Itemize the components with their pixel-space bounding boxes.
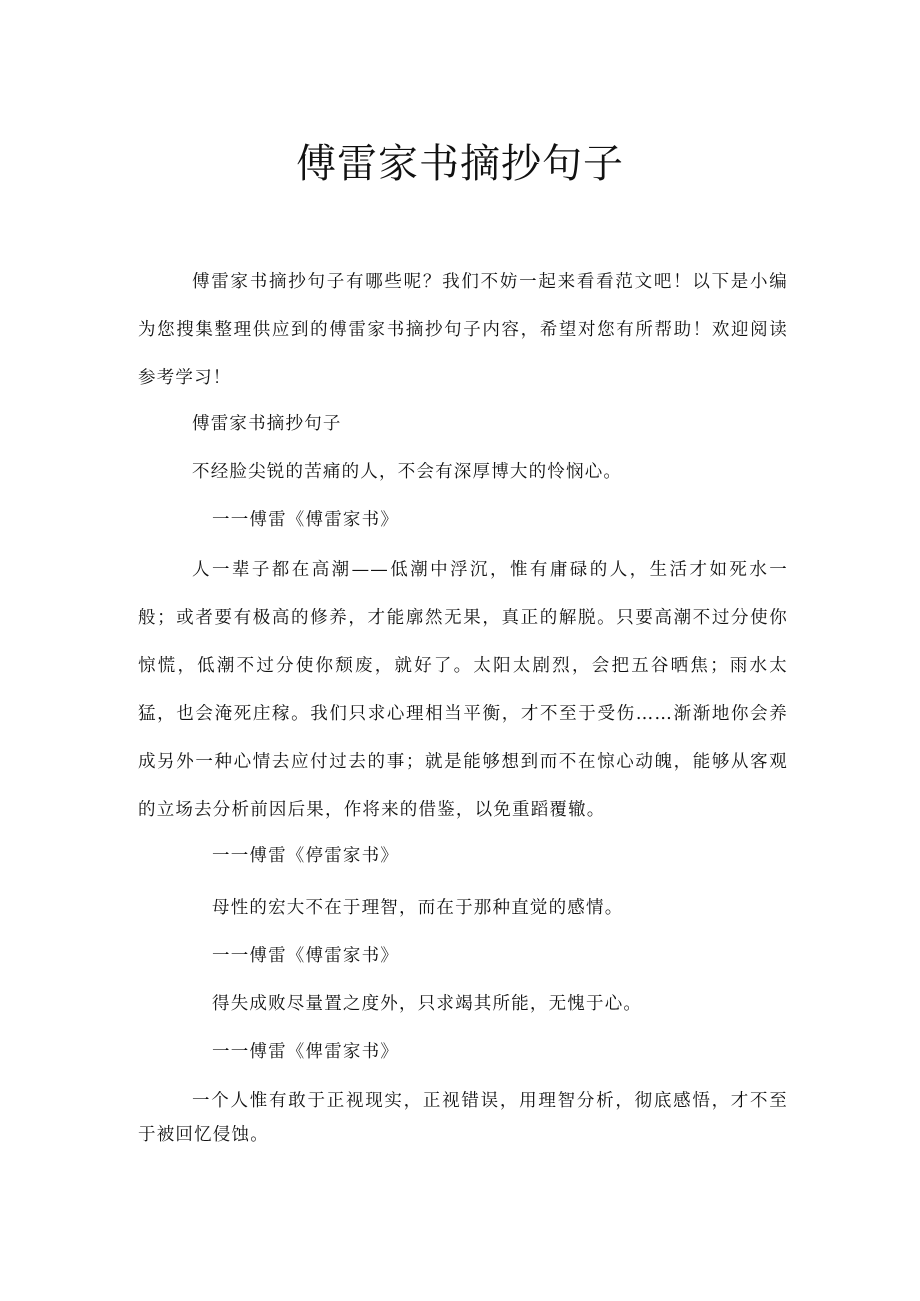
quote-attribution: 一一傅雷《俾雷家书》	[212, 1042, 399, 1062]
quote-text: 一个人惟有敢于正视现实，正视错误，用理智分析，彻底感悟，才不至于被回忆侵蚀。	[138, 1091, 788, 1145]
quote-text: 不经脸尖锐的苦痛的人，不会有深厚博大的怜悯心。	[192, 462, 623, 482]
intro-paragraph: 傅雷家书摘抄句子有哪些呢？我们不妨一起来看看范文吧！以下是小编为您搜集整理供应到的傅雷家书摘抄句子内容，希望对您有所帮助！欢迎阅读参考学习！	[138, 272, 788, 388]
quote-attribution: 一一傅雷《傅雷家书》	[212, 510, 399, 530]
section-heading: 傅雷家书摘抄句子	[192, 414, 342, 434]
quote-text: 得失成败尽量置之度外，只求竭其所能，无愧于心。	[212, 994, 643, 1014]
quote-text: 母性的宏大不在于理智，而在于那种直觉的感情。	[212, 898, 624, 918]
quote-attribution: 一一傅雷《停雷家书》	[212, 846, 399, 866]
quote-attribution: 一一傅雷《傅雷家书》	[212, 946, 399, 966]
page-title: 傅雷家书摘抄句子	[296, 141, 624, 187]
quote-text: 人一辈子都在高潮——低潮中浮沉，惟有庸碌的人，生活才如死水一般；或者要有极高的修养，才能廓然无果，真正的解脱。只要高潮不过分使你惊慌，低潮不过分使你颓废，就好了。太阳太剧烈，会把五谷晒焦；雨水太猛，也会淹死庄稼。我们只求心理相当平衡，才不至于受伤……渐渐地你会养成另外一种心情去应付过去的事；就是能够想到而不在惊心动魄，能够从客观的立场去分析前因后果，作将来的借鉴，以免重蹈覆辙。	[138, 560, 788, 820]
